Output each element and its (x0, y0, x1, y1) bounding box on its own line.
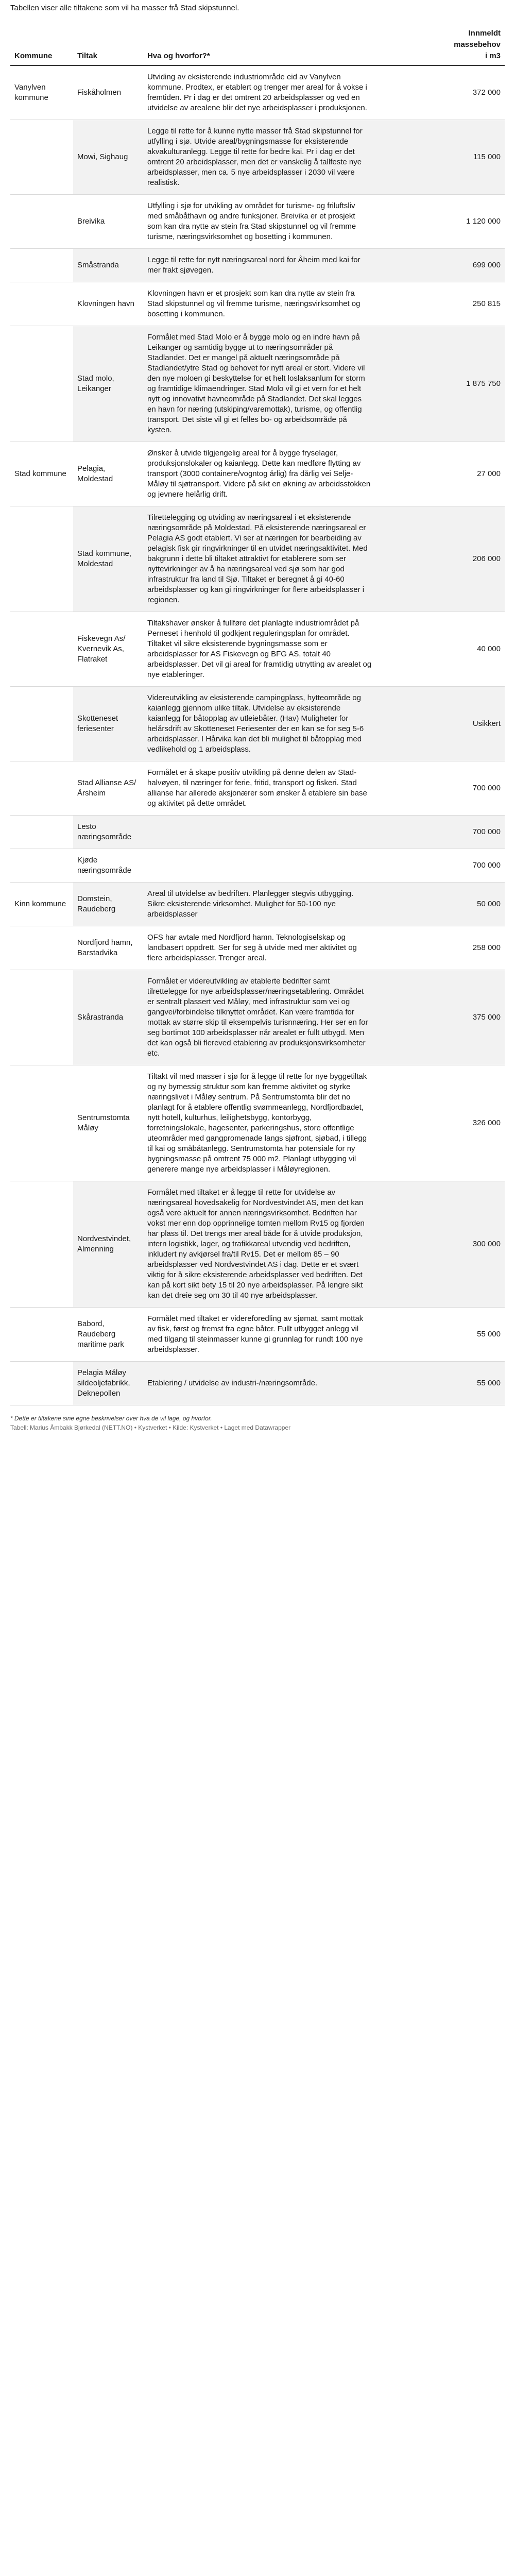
cell-kommune (10, 849, 73, 883)
cell-hva: Videreutvikling av eksisterende campingplass, hytteområde og kaianlegg gjennom ulike tiltak. Utvidelse av eksisterende kaianlegg for båtopplag av utleiebåter. (Hav) Muligheter for helårsdrift av Skotteneset Feriesenter der en kan se for seg 5-6 arbeidsplasser. I Hårvika kan det bli mulighet til båtopplag med vedlikehold og 1 arbeidsplass. (143, 687, 376, 761)
cell-behov: 326 000 (376, 1065, 505, 1181)
cell-hva: Formålet med tiltaket er videreforedling av sjømat, samt mottak av fisk, først og fremst fra egne båter. Fullt utbygget anlegg vil med tilgang til steinmasser kunne gi grunnlag for rundt 100 nye arbeidsplasser. (143, 1308, 376, 1362)
cell-tiltak: Fiskåholmen (73, 65, 143, 120)
table-row (10, 326, 505, 442)
cell-hva: Klovningen havn er et prosjekt som kan dra nytte av stein fra Stad skipstunnel og vil fremme turisme, næringsvirksomhet og bosetting i kommunen. (143, 282, 376, 326)
cell-hva: Etablering / utvidelse av industri-/næringsområde. (143, 1362, 376, 1405)
footnote: * Dette er tiltakene sine egne beskrivelser over hva de vil lage, og hvorfor. (10, 1415, 212, 1422)
cell-hva: OFS har avtale med Nordfjord hamn. Teknologiselskap og landbasert oppdrett. Ser for seg å utvide med mer aktivitet og flere arbeidsplasser. Trenger areal. (143, 926, 376, 970)
table-row (10, 926, 505, 970)
cell-kommune (10, 816, 73, 849)
cell-hva: Tilrettelegging og utviding av næringsareal i et eksisterende næringsområde på Moldestad. På eksisterende næringsareal er Pelagia AS godt etablert. Vi ser at næringen for bearbeiding av pelagisk fisk gir ringvirkninger til en utvidet næringsaktivitet. Med bakgrunn i dette bli tiltaket attraktivt for etablerere som ser nyttevirkninger av å ha næringsareal ved sjø som har god infrastruktur fra land til Sjø. Tiltaket er beregnet å gi 40-60 arbeidsplasser og kan gi ringvirkninger for flere arbeidsplasser i regionen. (143, 506, 376, 612)
cell-hva (143, 816, 376, 849)
table-row (10, 1181, 505, 1308)
cell-hva: Areal til utvidelse av bedriften. Planlegger stegvis utbygging. Sikre eksisterende virksomhet. Mulighet for 50-100 nye arbeidsplasser (143, 883, 376, 926)
cell-tiltak: Nordfjord hamn, Barstadvika (73, 926, 143, 970)
cell-kommune (10, 1362, 73, 1405)
cell-behov: 375 000 (376, 970, 505, 1065)
cell-tiltak: Pelagia, Moldestad (73, 442, 143, 506)
cell-tiltak: Mowi, Sighaug (73, 120, 143, 195)
table-row (10, 883, 505, 926)
table-row (10, 282, 505, 326)
cell-tiltak: Småstranda (73, 249, 143, 282)
header-behov-line3: i m3 (485, 52, 501, 60)
cell-behov: 115 000 (376, 120, 505, 195)
cell-behov: 372 000 (376, 65, 505, 120)
table-row (10, 506, 505, 612)
header-hva[interactable]: Hva og hvorfor?* (143, 25, 376, 65)
cell-kommune (10, 506, 73, 612)
cell-kommune (10, 612, 73, 687)
cell-behov: 700 000 (376, 816, 505, 849)
header-tiltak[interactable]: Tiltak (73, 25, 143, 65)
cell-tiltak: Kjøde næringsområde (73, 849, 143, 883)
cell-kommune (10, 687, 73, 761)
table-row (10, 970, 505, 1065)
cell-kommune (10, 1065, 73, 1181)
cell-hva: Utfylling i sjø for utvikling av området for turisme- og friluftsliv med småbåthavn og andre funksjoner. Breivika er et prosjekt som kan dra nytte av stein fra Stad skipstunnel og vil fremme turisme, næringsvirksomhet og bosetting i kommunen. (143, 195, 376, 249)
cell-behov: 250 815 (376, 282, 505, 326)
table-row (10, 249, 505, 282)
cell-behov: 300 000 (376, 1181, 505, 1308)
table-row (10, 612, 505, 687)
cell-behov: Usikkert (376, 687, 505, 761)
cell-hva: Utviding av eksisterende industriområde eid av Vanylven kommune. Prodtex, er etablert og trenger mer areal for å vokse i fremtiden. Pr i dag er det omtrent 20 arbeidsplasser og ved en utvidelse av arealene blir det nye arbeidsplasser i produksjonen. (143, 65, 376, 120)
cell-tiltak: Babord, Raudeberg maritime park (73, 1308, 143, 1362)
cell-kommune (10, 1181, 73, 1308)
cell-kommune (10, 926, 73, 970)
cell-tiltak: Stad molo, Leikanger (73, 326, 143, 442)
cell-hva: Formålet er videreutvikling av etablerte bedrifter samt tilrettelegge for nye arbeidsplasser/næringsetablering. Området er sentralt plassert ved Måløy, med infrastruktur som vei og gangvei/forbindelse tilknyttet området. Kan være framtida for mottak av større skip til eksempelvis turisnnæring. Her ser en for seg bortimot 100 arbeidsplasser når arealet er fullt utbygd. Men det kan også bli flereved etablering av produksjonsvirksomheter etc. (143, 970, 376, 1065)
cell-behov: 40 000 (376, 612, 505, 687)
table-header-row (10, 25, 505, 65)
cell-kommune: Kinn kommune (10, 883, 73, 926)
cell-tiltak: Fiskevegn As/ Kvernevik As, Flatraket (73, 612, 143, 687)
table-row (10, 120, 505, 195)
cell-kommune (10, 326, 73, 442)
table-row (10, 195, 505, 249)
cell-behov: 258 000 (376, 926, 505, 970)
cell-hva: Formålet med tiltaket er å legge til rette for utvidelse av næringsareal hovedsakelig for Nordvestvindet AS, men det kan også vere aktuelt for annen næringsvirksomhet. Bedriften har vokst mer enn dop opprinnelige tomten mellom Rv15 og fjorden har plass til. Det trengs mer areal både for å utvide produksjon, intern logistikk, lager, og trafikkareal utvendig ved bedriften, inkludert ny avkjørsel fra/til Rv15. Det er mellom 85 – 90 arbeidsplasser ved Nordvestvindet AS i dag. Dette er et svært viktig for å sikre eksisterende arbeidsplasser ved bedriften. Det kan på kort sikt bety 15 til 20 nye arbeidsplasser. På lengre sikt kan det dreie seg om 30 til 40 nye arbeidsplasser. (143, 1181, 376, 1308)
cell-kommune (10, 970, 73, 1065)
cell-behov: 699 000 (376, 249, 505, 282)
cell-hva: Formålet er å skape positiv utvikling på denne delen av Stad-halvøyen, til næringer for ferie, fritid, transport og fiskeri. Stad allianse har allerede aksjonærer som ønsker å etablere sin base og aktivitet på dette området. (143, 761, 376, 816)
intro-text: Tabellen viser alle tiltakene som vil ha masser frå Stad skipstunnel. (10, 4, 239, 12)
cell-hva: Tiltakshaver ønsker å fullføre det planlagte industriområdet på Perneset i henhold til godkjent reguleringsplan for området. Tiltaket vil sikre eksisterende bygningsmasse som er arbeidsplasser for AS Fiskevegn og BFG AS, totalt 40 arbeidsplasser. Det vil gi areal for framtidig utnytting av arealet og nye etableringer. (143, 612, 376, 687)
cell-behov: 55 000 (376, 1362, 505, 1405)
cell-hva: Legge til rette for å kunne nytte masser frå Stad skipstunnel for utfylling i sjø. Utvide areal/bygningsmasse for eksisterende akvakulturanlegg. Legge til rette for bedre kai. Pr i dag er det omtrent 20 arbeidsplasser, men det er vanskelig å tallfeste nye arbeidsplasser, men ca. 5 nye arbeidsplasser i 2030 vil være realistisk. (143, 120, 376, 195)
table-row (10, 442, 505, 506)
cell-kommune (10, 1308, 73, 1362)
cell-behov: 27 000 (376, 442, 505, 506)
cell-tiltak: Stad Allianse AS/ Årsheim (73, 761, 143, 816)
table-row (10, 687, 505, 761)
table-row (10, 849, 505, 883)
table-row (10, 761, 505, 816)
header-behov[interactable] (376, 25, 505, 65)
cell-kommune (10, 120, 73, 195)
header-behov-line1: Innmeldt (468, 29, 501, 38)
cell-hva: Ønsker å utvide tilgjengelig areal for å bygge fryselager, produksjonslokaler og kaianlegg. Dette kan medføre flytting av transport (3000 containere/vogntog årlig) fra dårlig vei Selje- Måløy til sjøtransport. Videre på sikt en økning av arbeidsstokken og jevnere helårlig drift. (143, 442, 376, 506)
header-kommune[interactable]: Kommune (10, 25, 73, 65)
cell-tiltak: Skårastranda (73, 970, 143, 1065)
cell-kommune: Stad kommune (10, 442, 73, 506)
cell-hva: Tiltakt vil med masser i sjø for å legge til rette for nye byggetiltak og ny bymessig struktur som kan fremme aktivitet og styrke næringslivet i Måløy sentrum. På Sentrumstomta blir det no planlagt for å etablere offentlig svømmeanlegg, Nordfjordbadet, nytt hotell, kulturhus, leilighetsbygg, kontorbygg, forretningslokale, hagesenter, parkeringshus, store offentlige uteområder med gangpromenade langs sjøfront, sjøbad, i tillegg til kai og småbåtanlegg. Sentrumstomta har potensiale for ny bygningsmasse på omtrent 75 000 m2. Planlagt utbygging vil generere mange nye arbeidsplasser i Måløyregionen. (143, 1065, 376, 1181)
cell-tiltak: Domstein, Raudeberg (73, 883, 143, 926)
table-row (10, 816, 505, 849)
cell-behov: 700 000 (376, 761, 505, 816)
cell-behov: 700 000 (376, 849, 505, 883)
cell-kommune (10, 195, 73, 249)
cell-behov: 206 000 (376, 506, 505, 612)
cell-tiltak: Nordvestvindet, Almenning (73, 1181, 143, 1308)
cell-hva: Legge til rette for nytt næringsareal nord for Åheim med kai for mer frakt sjøvegen. (143, 249, 376, 282)
cell-tiltak: Skotteneset feriesenter (73, 687, 143, 761)
cell-behov: 55 000 (376, 1308, 505, 1362)
cell-behov: 50 000 (376, 883, 505, 926)
table-row (10, 1308, 505, 1362)
cell-tiltak: Klovningen havn (73, 282, 143, 326)
cell-kommune: Vanylven kommune (10, 65, 73, 120)
table-body (10, 65, 505, 1405)
cell-kommune (10, 761, 73, 816)
cell-tiltak: Sentrumstomta Måløy (73, 1065, 143, 1181)
table-row (10, 1065, 505, 1181)
cell-tiltak: Stad kommune, Moldestad (73, 506, 143, 612)
source-credit: Tabell: Marius Åmbakk Bjørkedal (NETT.NO) • Kystverket • Kilde: Kystverket • Laget med Datawrapper (10, 1424, 291, 1431)
header-behov-line2: massebehov (454, 40, 501, 49)
tiltak-table (10, 25, 505, 1405)
table-row (10, 65, 505, 120)
cell-behov: 1 120 000 (376, 195, 505, 249)
cell-kommune (10, 282, 73, 326)
cell-tiltak: Lesto næringsområde (73, 816, 143, 849)
cell-hva (143, 849, 376, 883)
cell-tiltak: Pelagia Måløy sildeoljefabrikk, Deknepollen (73, 1362, 143, 1405)
cell-kommune (10, 249, 73, 282)
table-row (10, 1362, 505, 1405)
cell-behov: 1 875 750 (376, 326, 505, 442)
cell-hva: Formålet med Stad Molo er å bygge molo og en indre havn på Leikanger og samtidig bygge ut to næringsområder på Stadlandet. Det er mangel på aktuelt næringsområde på Stadlandet/ytre Stad og behovet for nytt areal er stort. Videre vil den nye moloen gi beskyttelse for et helt loslaksanlum for storm og framtidige klimaendringer. Stad Molo vil gi et vern for et helt nytt og innovativt havneområde på Stadlandet. Det skal legges en havn for næring (utskiping/varemottak), turisme, og offentlig transport. Det siste vil gi et felles bo- og arbeidsområde på kysten. (143, 326, 376, 442)
cell-tiltak: Breivika (73, 195, 143, 249)
